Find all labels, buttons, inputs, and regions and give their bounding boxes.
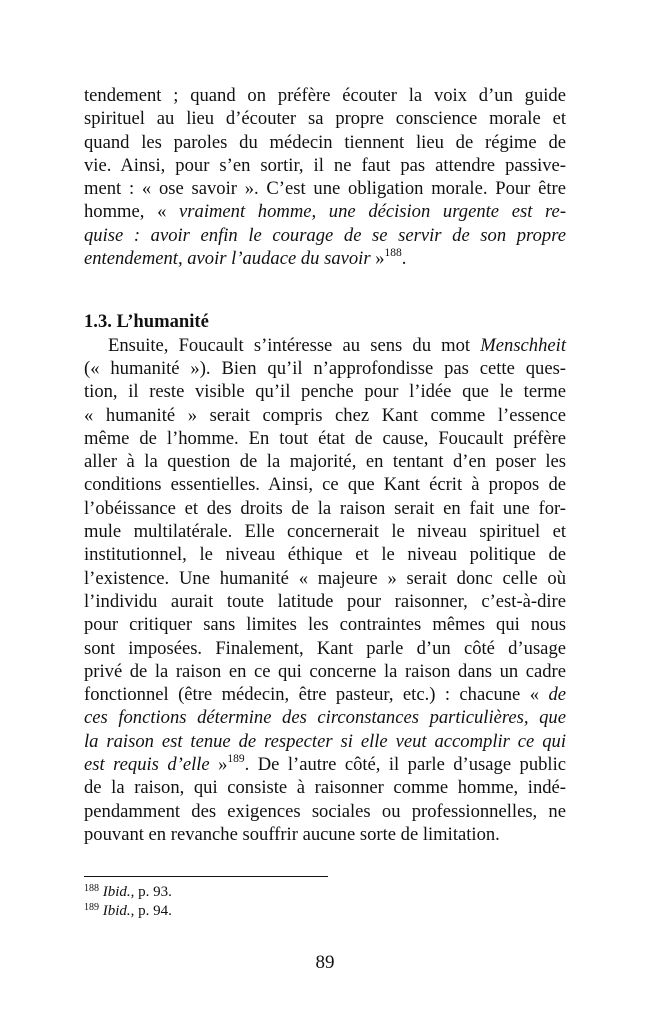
section-heading: 1.3. L’humanité xyxy=(84,311,209,333)
text-segment: (« humanité »). Bien qu’il n’approfondisse pas cette ques- xyxy=(84,357,566,379)
italic-quote: quise : avoir enfin le courage de se servir de son propre xyxy=(84,224,566,246)
text-segment: aller à la question de la majorité, en tentant d’en poser les xyxy=(84,451,566,473)
text-line xyxy=(84,224,566,247)
text-line xyxy=(84,800,566,823)
text-segment: « humanité » serait compris chez Kant comme l’essence xyxy=(84,404,566,426)
text-line xyxy=(84,154,566,177)
footnote-number: 188 xyxy=(84,883,99,894)
text-segment: institutionnel, le niveau éthique et le niveau politique de xyxy=(84,544,566,566)
text-segment: l’obéissance et des droits de la raison serait en fait une for- xyxy=(84,497,566,519)
text-line xyxy=(84,200,566,223)
text-segment: l’existence. Une humanité « majeure » serait donc celle où xyxy=(84,567,566,589)
text-line xyxy=(84,450,566,473)
footnote-reference[interactable]: 189 xyxy=(227,753,245,766)
text-segment: conditions essentielles. Ainsi, ce que Kant écrit à propos de xyxy=(84,474,566,496)
text-line xyxy=(84,613,566,636)
text-segment: même de l’homme. En tout état de cause, Foucault préfère xyxy=(84,427,566,449)
italic-quote: entendement, avoir l’audace du savoir xyxy=(84,248,371,270)
text-segment: homme, « xyxy=(84,201,180,223)
italic-quote: Menschheit xyxy=(480,334,566,356)
footnote-ref: , p. 94. xyxy=(130,902,172,919)
text-line xyxy=(84,706,566,729)
italic-quote: la raison est tenue de respecter si elle veut accomplir ce qui xyxy=(84,730,566,752)
text-segment: pour critiquer sans limites les contraintes mêmes qui nous xyxy=(84,614,566,636)
text-line xyxy=(84,637,566,660)
footnotes xyxy=(84,883,566,920)
text-segment: ment : « ose savoir ». C’est une obligation morale. Pour être xyxy=(84,178,566,200)
text-line xyxy=(84,107,566,130)
text-line xyxy=(84,334,566,357)
text-segment: sont imposées. Finalement, Kant parle d’un côté d’usage xyxy=(84,637,566,659)
text-segment: . De l’autre côté, il parle d’usage public xyxy=(244,754,566,776)
text-line xyxy=(84,683,566,706)
italic-quote: de xyxy=(548,684,566,706)
footnote-source: Ibid. xyxy=(102,902,131,919)
text-segment: tendement ; quand on préfère écouter la voix d’un guide xyxy=(84,85,566,106)
page-number: 89 xyxy=(315,952,335,973)
text-line xyxy=(84,520,566,543)
text-line xyxy=(84,776,566,799)
text-line xyxy=(84,427,566,450)
text-segment: pouvant en revanche souffrir aucune sorte de limitation. xyxy=(84,823,500,845)
text-segment: privé de la raison en ce qui concerne la raison dans un cadre xyxy=(84,660,566,682)
text-line xyxy=(84,753,566,776)
text-line xyxy=(84,131,566,154)
italic-quote: ces fonctions détermine des circonstances particulières, que xyxy=(84,707,566,729)
text-line xyxy=(84,730,566,753)
paragraph-continuation xyxy=(84,84,566,270)
text-segment: pendamment des exigences sociales ou professionnelles, ne xyxy=(84,800,566,822)
text-segment: spirituel au lieu d’écouter sa propre conscience morale et xyxy=(84,108,566,130)
italic-quote: est requis d’elle xyxy=(84,754,210,776)
footnote-reference[interactable]: 188 xyxy=(384,247,402,260)
text-line xyxy=(84,247,566,270)
text-line xyxy=(84,357,566,380)
text-line xyxy=(84,543,566,566)
italic-quote: vraiment homme, une décision urgente est re- xyxy=(179,201,567,223)
text-line xyxy=(84,590,566,613)
text-line xyxy=(84,380,566,403)
text-segment: Ensuite, Foucault s’intéresse au sens du mot xyxy=(108,334,481,356)
text-line xyxy=(84,660,566,683)
footnote-189 xyxy=(84,902,566,921)
text-segment: vie. Ainsi, pour s’en sortir, il ne faut pas attendre passive- xyxy=(84,154,566,176)
footnote-source: Ibid. xyxy=(102,884,131,900)
text-segment: fonctionnel (être médecin, être pasteur, etc.) : chacune « xyxy=(84,684,549,706)
text-segment: l’individu aurait toute latitude pour raisonner, c’est-à-dire xyxy=(84,590,566,612)
text-segment: . xyxy=(401,248,407,270)
text-line xyxy=(84,823,566,846)
section-gap xyxy=(84,270,566,310)
footnote-188 xyxy=(84,883,566,902)
text-line xyxy=(84,177,566,200)
text-line xyxy=(84,404,566,427)
paragraph-humanite xyxy=(84,334,566,847)
page-body xyxy=(84,84,566,846)
footnote-separator xyxy=(84,876,328,877)
text-segment: de la raison, qui consiste à raisonner comme homme, indé- xyxy=(84,777,566,799)
text-segment: tion, il reste visible qu’il penche pour l’idée que le terme xyxy=(84,381,566,403)
text-line xyxy=(84,473,566,496)
footnote-number: 189 xyxy=(84,901,99,913)
text-segment: mule multilatérale. Elle concernerait le niveau spirituel et xyxy=(84,521,566,543)
text-line xyxy=(84,84,566,107)
text-segment: » xyxy=(370,248,385,270)
text-segment: » xyxy=(209,754,228,776)
text-line xyxy=(84,497,566,520)
footnote-ref: , p. 93. xyxy=(130,884,172,900)
text-line xyxy=(84,567,566,590)
text-segment: quand les paroles du médecin tiennent lieu de régime de xyxy=(84,131,566,153)
